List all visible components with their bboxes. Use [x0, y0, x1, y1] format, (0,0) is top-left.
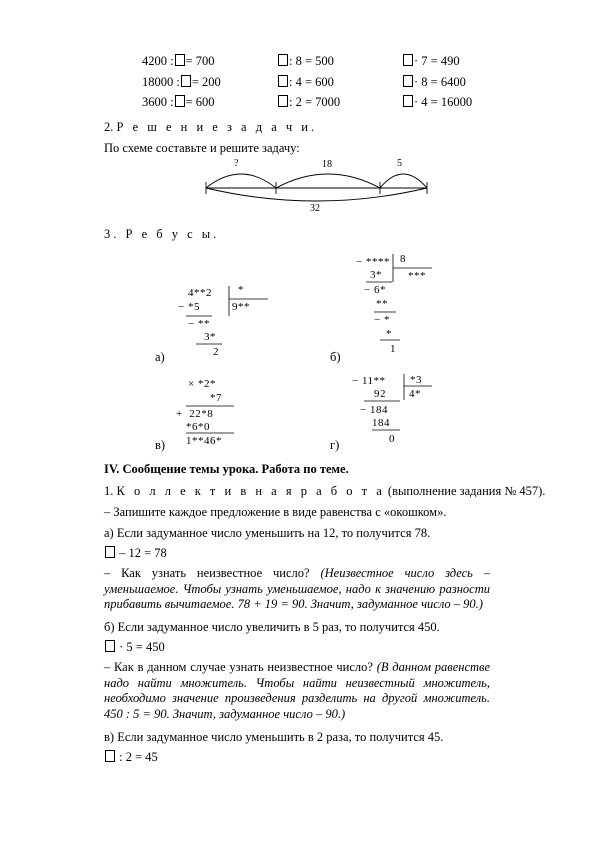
b-question: – Как в данном случае узнать неизвестное число? (В данном равенстве надо найти множитель. Чтобы найти неизвестный множитель, необходимо значение произведения разделить на другой множитель. 450 : 5 = 90. Значит, задуманное число – 90.) [104, 660, 490, 721]
rebus-b-r7: 1 [390, 343, 396, 355]
scheme-label-a: ? [234, 158, 239, 169]
b-equation: · 5 = 450 [104, 640, 165, 656]
a-question: – Как узнать неизвестное число? (Неизвестное число здесь – уменьшаемое. Чтобы узнать уменьшаемое, надо к значению разности прибавить вычитаемое. 78 + 19 = 90. Значит, задуманное число – 90.) [104, 566, 490, 612]
rebus-label-v: в) [155, 438, 166, 452]
rebus-v-r1: × *2* [188, 378, 216, 390]
rebus-label-a: а) [155, 350, 165, 364]
rebus-b-r5: − * [374, 314, 390, 326]
rebus-b-r3: − 6* [364, 284, 386, 296]
eq-r0c0: 4200 : = 700 [142, 54, 215, 68]
rebus-b-r6: * [386, 328, 392, 340]
rebus-g-r4: 184 [372, 417, 390, 429]
eq-r2c3: · 4 = 16000 [402, 95, 472, 111]
rebus-g-r1: − 11** [352, 375, 386, 387]
rebus-a-r4: 3* [204, 331, 216, 343]
rebus-a-r5: 2 [213, 346, 219, 358]
eq-r1c3: · 8 = 6400 [402, 75, 466, 91]
instruction: – Запишите каждое предложение в виде равенства с «окошком». [104, 505, 447, 519]
section4-heading: IV. Сообщение темы урока. Работа по теме. [104, 462, 349, 476]
item1-heading: 1. К о л л е к т и в н а я р а б о т а (выполнение задания № 457). [104, 484, 546, 498]
rebus-g-divisor: *3 [410, 374, 422, 386]
blank-box [105, 546, 115, 558]
rebus-a-quotient: 9** [232, 301, 250, 313]
rebus-g-r5: 0 [389, 433, 395, 445]
blank-box [105, 750, 115, 762]
v-text: в) Если задуманное число уменьшить в 2 раза, то получится 45. [104, 730, 444, 744]
a-equation: – 12 = 78 [104, 546, 167, 562]
rebus-b-quotient: *** [408, 270, 426, 282]
scheme-arc-total [206, 188, 427, 201]
rebus-v-r4: *6*0 [186, 421, 210, 433]
a-text: а) Если задуманное число уменьшить на 12, то получится 78. [104, 526, 431, 540]
rebus-a-r3: − ** [188, 318, 210, 330]
rebus-b-r1: − **** [356, 256, 390, 268]
rebus-b-divisor: 8 [400, 253, 406, 265]
rebus-v-r5: 1**46* [186, 435, 222, 447]
rebus-a-r1: 4**2 [188, 287, 212, 299]
rebus-g-r3: − 184 [360, 404, 388, 416]
eq-r2c2: : 2 = 7000 [277, 95, 340, 111]
task3-heading: 3. Р е б у с ы. [104, 227, 220, 241]
eq-r0c3: · 7 = 490 [402, 54, 460, 70]
rebus-g-quotient: 4* [409, 388, 421, 400]
rebus-g-r2: 92 [374, 388, 386, 400]
rebus-label-g: г) [330, 438, 340, 452]
eq-r0c2: : 8 = 500 [277, 54, 334, 70]
eq-r2c0: 3600 : = 600 [142, 95, 215, 109]
v-equation: : 2 = 45 [104, 750, 158, 766]
scheme-label-b: 18 [322, 159, 332, 170]
task2-heading: 2. Р е ш е н и е з а д а ч и. [104, 120, 318, 134]
b-text: б) Если задуманное число увеличить в 5 раз, то получится 450. [104, 620, 440, 634]
scheme-label-total: 32 [310, 203, 320, 214]
blank-box [105, 640, 115, 652]
rebus-a-divisor: * [238, 284, 244, 296]
rebus-a-r2: − *5 [178, 301, 200, 313]
rebus-v-r3: + 22*8 [176, 408, 214, 420]
rebus-v-r2: *7 [210, 392, 222, 404]
rebus-b-r4: ** [376, 298, 388, 310]
scheme-label-c: 5 [397, 158, 402, 169]
scheme-arc-b [276, 174, 380, 188]
eq-r1c2: : 4 = 600 [277, 75, 334, 91]
rebus-label-b: б) [330, 350, 341, 364]
rebus-b-r2: 3* [370, 269, 382, 281]
scheme-arc-c [380, 174, 427, 188]
scheme-arc-a [206, 174, 276, 188]
eq-r1c0: 18000 : = 200 [142, 75, 221, 89]
task2-instruction: По схеме составьте и решите задачу: [104, 141, 300, 155]
